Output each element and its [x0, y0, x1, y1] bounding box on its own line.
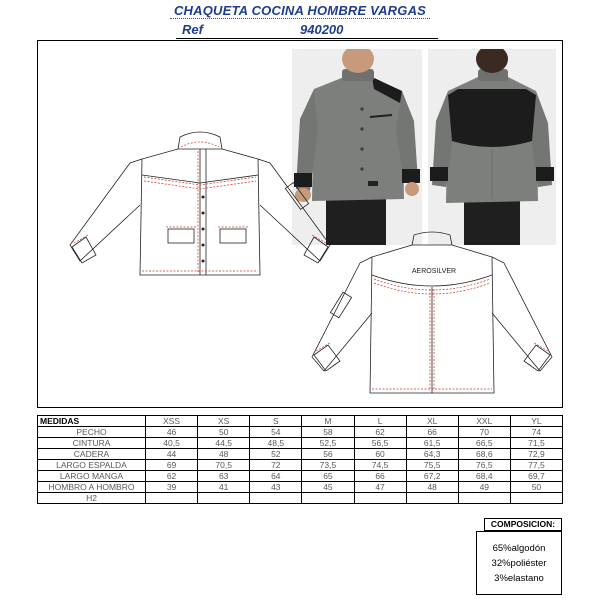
composition-line: 3%elastano: [494, 573, 544, 584]
table-cell: 52: [250, 449, 302, 460]
table-cell: 62: [354, 427, 406, 438]
row-label: PECHO: [38, 427, 146, 438]
table-row: [38, 493, 563, 504]
size-header: XXL: [458, 416, 510, 427]
table-cell: 67,2: [406, 471, 458, 482]
table-cell: [510, 493, 562, 504]
row-label: LARGO ESPALDA: [38, 460, 146, 471]
composition-line: 32%poliéster: [491, 558, 547, 569]
table-cell: 63: [198, 471, 250, 482]
table-cell: 64: [250, 471, 302, 482]
table-cell: 47: [354, 482, 406, 493]
table-cell: 66: [354, 471, 406, 482]
composition-title: COMPOSICION:: [484, 518, 562, 531]
reference-row: [176, 22, 438, 39]
front-technical-drawing: [60, 125, 336, 285]
table-cell: 60: [354, 449, 406, 460]
table-cell: 44,5: [198, 438, 250, 449]
table-cell: 66,5: [458, 438, 510, 449]
table-cell: 40,5: [146, 438, 198, 449]
table-cell: 48: [198, 449, 250, 460]
size-header: XSS: [146, 416, 198, 427]
back-technical-drawing: [306, 227, 560, 399]
table-cell: 41: [198, 482, 250, 493]
table-cell: 48: [406, 482, 458, 493]
product-frame: [37, 40, 563, 408]
table-row: [38, 449, 563, 460]
table-cell: 66: [406, 427, 458, 438]
table-cell: 72,9: [510, 449, 562, 460]
table-cell: [354, 493, 406, 504]
row-label: CADERA: [38, 449, 146, 460]
document-title: CHAQUETA COCINA HOMBRE VARGAS: [0, 3, 600, 18]
table-row: [38, 438, 563, 449]
table-row: [38, 482, 563, 493]
table-cell: 69,7: [510, 471, 562, 482]
table-cell: 56: [302, 449, 354, 460]
measurements-table: [37, 415, 563, 504]
row-label: HOMBRO A HOMBRO: [38, 482, 146, 493]
composition-box: [476, 531, 562, 595]
table-cell: 46: [146, 427, 198, 438]
table-cell: 65: [302, 471, 354, 482]
table-cell: 39: [146, 482, 198, 493]
row-label: H2: [38, 493, 146, 504]
table-cell: 71,5: [510, 438, 562, 449]
table-cell: 76,5: [458, 460, 510, 471]
table-cell: 68,6: [458, 449, 510, 460]
table-cell: 49: [458, 482, 510, 493]
table-cell: 72: [250, 460, 302, 471]
table-cell: 73,5: [302, 460, 354, 471]
table-cell: 68,4: [458, 471, 510, 482]
table-cell: [406, 493, 458, 504]
size-header: S: [250, 416, 302, 427]
table-cell: 74,5: [354, 460, 406, 471]
table-cell: 58: [302, 427, 354, 438]
table-cell: 52,5: [302, 438, 354, 449]
composition-line: 65%algodón: [492, 543, 546, 554]
size-header: XL: [406, 416, 458, 427]
row-label: LARGO MANGA: [38, 471, 146, 482]
table-cell: 69: [146, 460, 198, 471]
table-cell: 64,3: [406, 449, 458, 460]
ref-value: 940200: [300, 22, 344, 37]
table-cell: 50: [198, 427, 250, 438]
table-cell: 54: [250, 427, 302, 438]
size-header: L: [354, 416, 406, 427]
table-row: [38, 460, 563, 471]
ref-label: Ref: [182, 22, 203, 37]
row-label: CINTURA: [38, 438, 146, 449]
table-cell: [458, 493, 510, 504]
table-title: MEDIDAS: [38, 416, 146, 427]
table-cell: 50: [510, 482, 562, 493]
table-cell: [146, 493, 198, 504]
table-row: [38, 427, 563, 438]
size-header-row: [38, 416, 563, 427]
back-print-text: AEROSILVER: [411, 268, 457, 275]
table-cell: 61,5: [406, 438, 458, 449]
size-header: XS: [198, 416, 250, 427]
back-photo: [428, 49, 556, 245]
table-cell: [198, 493, 250, 504]
table-cell: [250, 493, 302, 504]
table-cell: 45: [302, 482, 354, 493]
table-cell: 62: [146, 471, 198, 482]
size-header: YL: [510, 416, 562, 427]
table-row: [38, 471, 563, 482]
table-cell: [302, 493, 354, 504]
table-cell: 74: [510, 427, 562, 438]
table-cell: 75,5: [406, 460, 458, 471]
table-cell: 77,5: [510, 460, 562, 471]
table-cell: 43: [250, 482, 302, 493]
table-cell: 70,5: [198, 460, 250, 471]
size-header: M: [302, 416, 354, 427]
table-cell: 70: [458, 427, 510, 438]
table-cell: 44: [146, 449, 198, 460]
table-cell: 48,5: [250, 438, 302, 449]
table-cell: 56,5: [354, 438, 406, 449]
